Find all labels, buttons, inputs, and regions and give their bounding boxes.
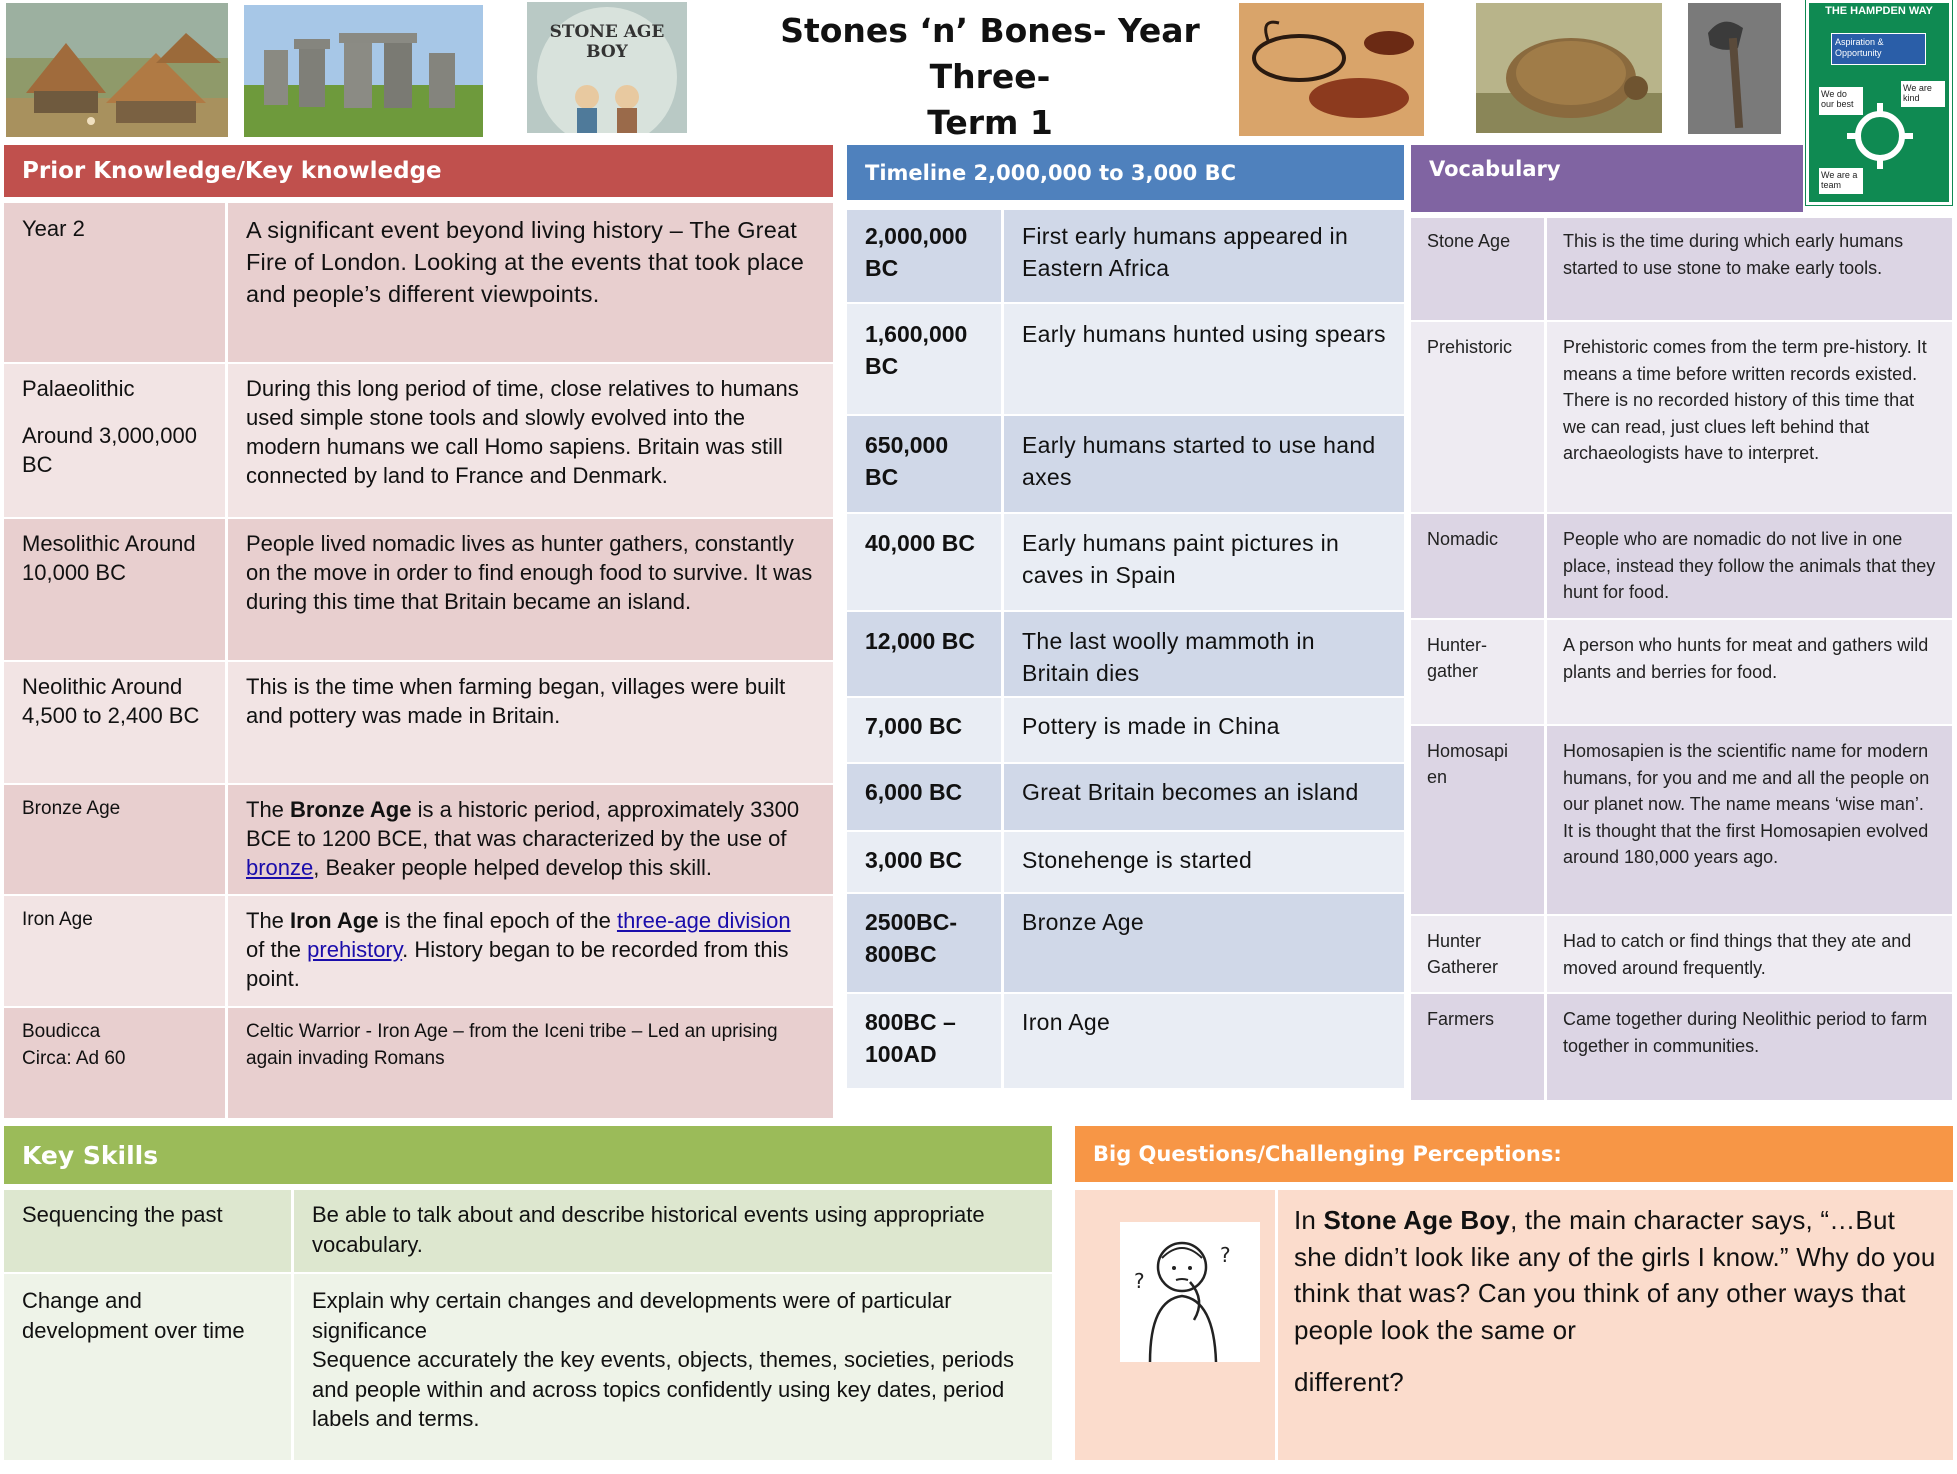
vocab-definition: Prehistoric comes from the term pre-history. It means a time before written records existed. There is no recorded history of this time that we can read, just clues left behind that archaeologists have to interpret. [1563, 337, 1927, 463]
vocab-term: Hunter Gatherer [1427, 931, 1499, 977]
glyptodon-image [1476, 3, 1662, 133]
prior-row-palaeolithic-text: During this long period of time, close relatives to humans used simple stone tools and slowly evolved into the modern humans we call Homo sapiens. Britain was still connected by land to France and Denmark. [246, 376, 799, 488]
vocab-term: Hunter-gather [1427, 635, 1488, 681]
svg-text:?: ? [1220, 1243, 1231, 1267]
skill-name: Change and development over time [22, 1288, 245, 1343]
prior-row-iron-text: The Iron Age is the final epoch of the three-age division of the prehistory. History began to be recorded from this point. [246, 908, 791, 991]
timeline-date: 40,000 BC [865, 530, 975, 556]
timeline-event: First early humans appeared in Eastern Africa [1022, 223, 1349, 281]
sign-do-our-best-box: We do our best [1819, 87, 1863, 115]
vocab-definition: Homosapien is the scientific name for modern humans, for you and me and all the people on our planet now. The name means ‘wise man’. It is thought that the first Homosapien evolved around 180,000 years ago. [1563, 741, 1930, 867]
vocab-term: Farmers [1427, 1009, 1494, 1029]
timeline-date: 3,000 BC [865, 847, 963, 873]
vocabulary-header: Vocabulary [1411, 145, 1803, 212]
prior-knowledge-header: Prior Knowledge/Key knowledge [4, 145, 833, 197]
timeline-date: 650,000 BC [865, 432, 949, 490]
vocab-definition: People who are nomadic do not live in one place, instead they follow the animals that they hunt for food. [1563, 529, 1936, 602]
prior-row-neolithic-label: Neolithic Around 4,500 to 2,400 BC [22, 674, 200, 728]
timeline-date: 2500BC-800BC [865, 909, 958, 967]
prior-row-iron-label: Iron Age [22, 909, 93, 930]
sign-team-box: We are a team [1819, 168, 1863, 194]
sign-kind-box: We are kind [1901, 81, 1945, 107]
prior-row-bronze-text: The Bronze Age is a historic period, approximately 3300 BCE to 1200 BCE, that was characterized by the use of bronze, Beaker people helped develop this skill. [246, 797, 800, 880]
page-title: Stones ‘n’ Bones- Year Three- Term 1 [780, 11, 1200, 142]
key-skills-header: Key Skills [4, 1126, 1052, 1184]
skill-description: Be able to talk about and describe historical events using appropriate vocabulary. [312, 1202, 985, 1257]
timeline-event: Early humans started to use hand axes [1022, 432, 1376, 490]
timeline-date: 800BC – 100AD [865, 1009, 956, 1067]
vocab-term: Stone Age [1427, 231, 1511, 251]
timeline-date: 7,000 BC [865, 713, 963, 739]
cave-painting-image [1239, 3, 1424, 136]
prior-row-year2-text: A significant event beyond living history – The Great Fire of London. Looking at the events that took place and people’s different viewpoints. [246, 217, 804, 307]
timeline-event: Stonehenge is started [1022, 847, 1253, 873]
timeline-event: The last woolly mammoth in Britain dies [1022, 628, 1315, 686]
skill-description: Explain why certain changes and developments were of particular significance Sequence accurately the key events, objects, themes, societies, periods and people within and across topics confidently using key dates, period labels and terms. [312, 1288, 1014, 1431]
prior-row-mesolithic-label: Mesolithic Around 10,000 BC [22, 531, 196, 585]
thinking-person-image [1120, 1222, 1260, 1362]
timeline-header: Timeline 2,000,000 to 3,000 BC [847, 145, 1404, 200]
vocab-definition: This is the time during which early humans started to use stone to make early tools. [1563, 231, 1904, 278]
timeline-date: 6,000 BC [865, 779, 963, 805]
big-question-text: In Stone Age Boy, the main character says, “…But she didn’t look like any of the girls I know.” Why do you think that was? Can you think of any other ways that people look the same or different? [1294, 1205, 1936, 1397]
timeline-event: Bronze Age [1022, 909, 1144, 935]
svg-text:?: ? [1134, 1269, 1145, 1293]
skill-name: Sequencing the past [22, 1202, 223, 1227]
prior-row-bronze-label: Bronze Age [22, 798, 121, 819]
prior-row-neolithic-text: This is the time when farming began, villages were built and pottery was made in Britain. [246, 674, 786, 728]
roundhouse-village-image [6, 3, 228, 137]
vocab-term: Nomadic [1427, 529, 1499, 549]
sign-aspiration-box: Aspiration & Opportunity [1831, 33, 1926, 65]
stonehenge-image [244, 5, 483, 137]
vocab-definition: Had to catch or find things that they ate and moved around frequently. [1563, 931, 1912, 978]
timeline-date: 12,000 BC [865, 628, 975, 654]
timeline-event: Early humans hunted using spears [1022, 321, 1386, 347]
big-questions-header: Big Questions/Challenging Perceptions: [1075, 1126, 1953, 1182]
prior-row-mesolithic-text: People lived nomadic lives as hunter gathers, constantly on the move in order to find enough food to survive. It was during this time that Britain became an island. [246, 531, 813, 614]
vocab-term: Homosapien [1427, 741, 1509, 787]
prior-row-year2-label: Year 2 [22, 216, 85, 241]
prior-row-palaeolithic-label: Palaeolithic Around 3,000,000 BC [22, 376, 197, 477]
bronze-link[interactable]: bronze [246, 855, 314, 880]
timeline-event: Early humans paint pictures in caves in Spain [1022, 530, 1340, 588]
vocab-definition: Came together during Neolithic period to farm together in communities. [1563, 1009, 1928, 1056]
timeline-event: Iron Age [1022, 1009, 1111, 1035]
timeline-event: Pottery is made in China [1022, 713, 1280, 739]
vocab-definition: A person who hunts for meat and gathers wild plants and berries for food. [1563, 635, 1929, 682]
stone-axe-image [1688, 3, 1781, 134]
timeline-date: 1,600,000 BC [865, 321, 968, 379]
timeline-event: Great Britain becomes an island [1022, 779, 1359, 805]
three-age-division-link[interactable]: three-age division [616, 908, 791, 933]
book-cover-title: STONE AGE BOY [549, 22, 665, 62]
prior-row-boudicca-label: Boudicca Circa: Ad 60 [22, 1021, 126, 1069]
sign-heading: THE HAMPDEN WAY [1825, 5, 1933, 17]
hampden-way-sign [1806, 0, 1952, 205]
timeline-date: 2,000,000 BC [865, 223, 968, 281]
prior-row-boudicca-text: Celtic Warrior - Iron Age – from the Iceni tribe – Led an uprising again invading Romans [246, 1021, 778, 1069]
vocab-term: Prehistoric [1427, 337, 1513, 357]
roundabout-icon [1847, 103, 1913, 169]
prehistory-link[interactable]: prehistory [307, 937, 403, 962]
stone-age-boy-book-cover [527, 2, 687, 133]
